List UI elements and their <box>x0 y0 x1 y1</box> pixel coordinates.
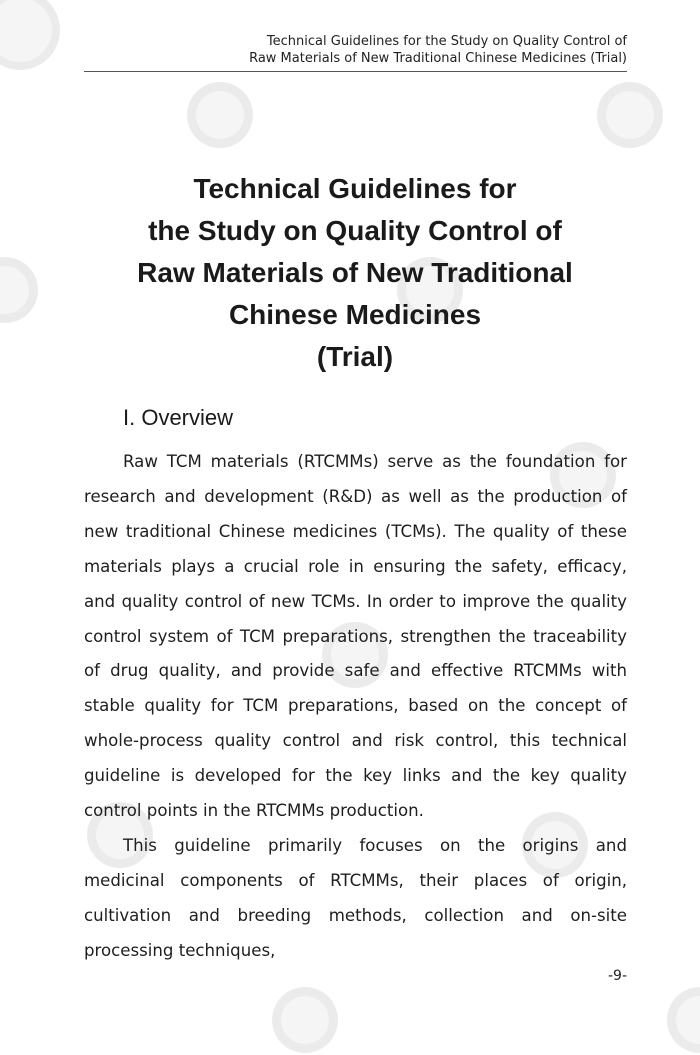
body-text <box>84 445 627 969</box>
running-header-line: Technical Guidelines for the Study on Quality Control of <box>266 34 627 49</box>
paragraph: Raw TCM materials (RTCMMs) serve as the foundation for research and development (R&D) as well as the production of new traditional Chinese medicines (TCMs). The quality of these materials plays a crucial role in ensuring the safety, efficacy, and quality control of new TCMs. In order to improve the quality control system of TCM preparations, strengthen the traceability of drug quality, and provide safe and effective RTCMMs with stable quality for TCM preparations, based on the concept of whole-process quality control and risk control, this technical guideline is developed for the key links and the key quality control points in the RTCMMs production. <box>84 452 627 821</box>
watermark-seal-icon <box>270 985 340 1055</box>
paragraph: This guideline primarily focuses on the origins and medicinal components of RTCMMs, their places of origin, cultivation and breeding methods, collection and on-site processing techniques, <box>84 835 627 960</box>
title-line: the Study on Quality Control of <box>148 215 562 246</box>
watermark-seal-icon <box>0 0 80 90</box>
header-divider <box>84 71 627 72</box>
title-line: Chinese Medicines <box>228 299 482 330</box>
page-number: -9- <box>607 968 627 984</box>
watermark-seal-icon <box>185 80 255 150</box>
running-header-line: Raw Materials of New Traditional Chinese Medicines (Trial) <box>249 51 627 66</box>
title-line: (Trial) <box>316 341 394 372</box>
watermark-seal-icon <box>0 255 40 325</box>
title-line: Technical Guidelines for <box>193 173 517 204</box>
running-header <box>84 33 627 67</box>
watermark-seal-icon <box>665 985 700 1055</box>
title-line: Raw Materials of New Traditional <box>137 257 573 288</box>
section-heading: I. Overview <box>123 405 234 430</box>
watermark-seal-icon <box>595 80 665 150</box>
document-title <box>60 168 650 378</box>
